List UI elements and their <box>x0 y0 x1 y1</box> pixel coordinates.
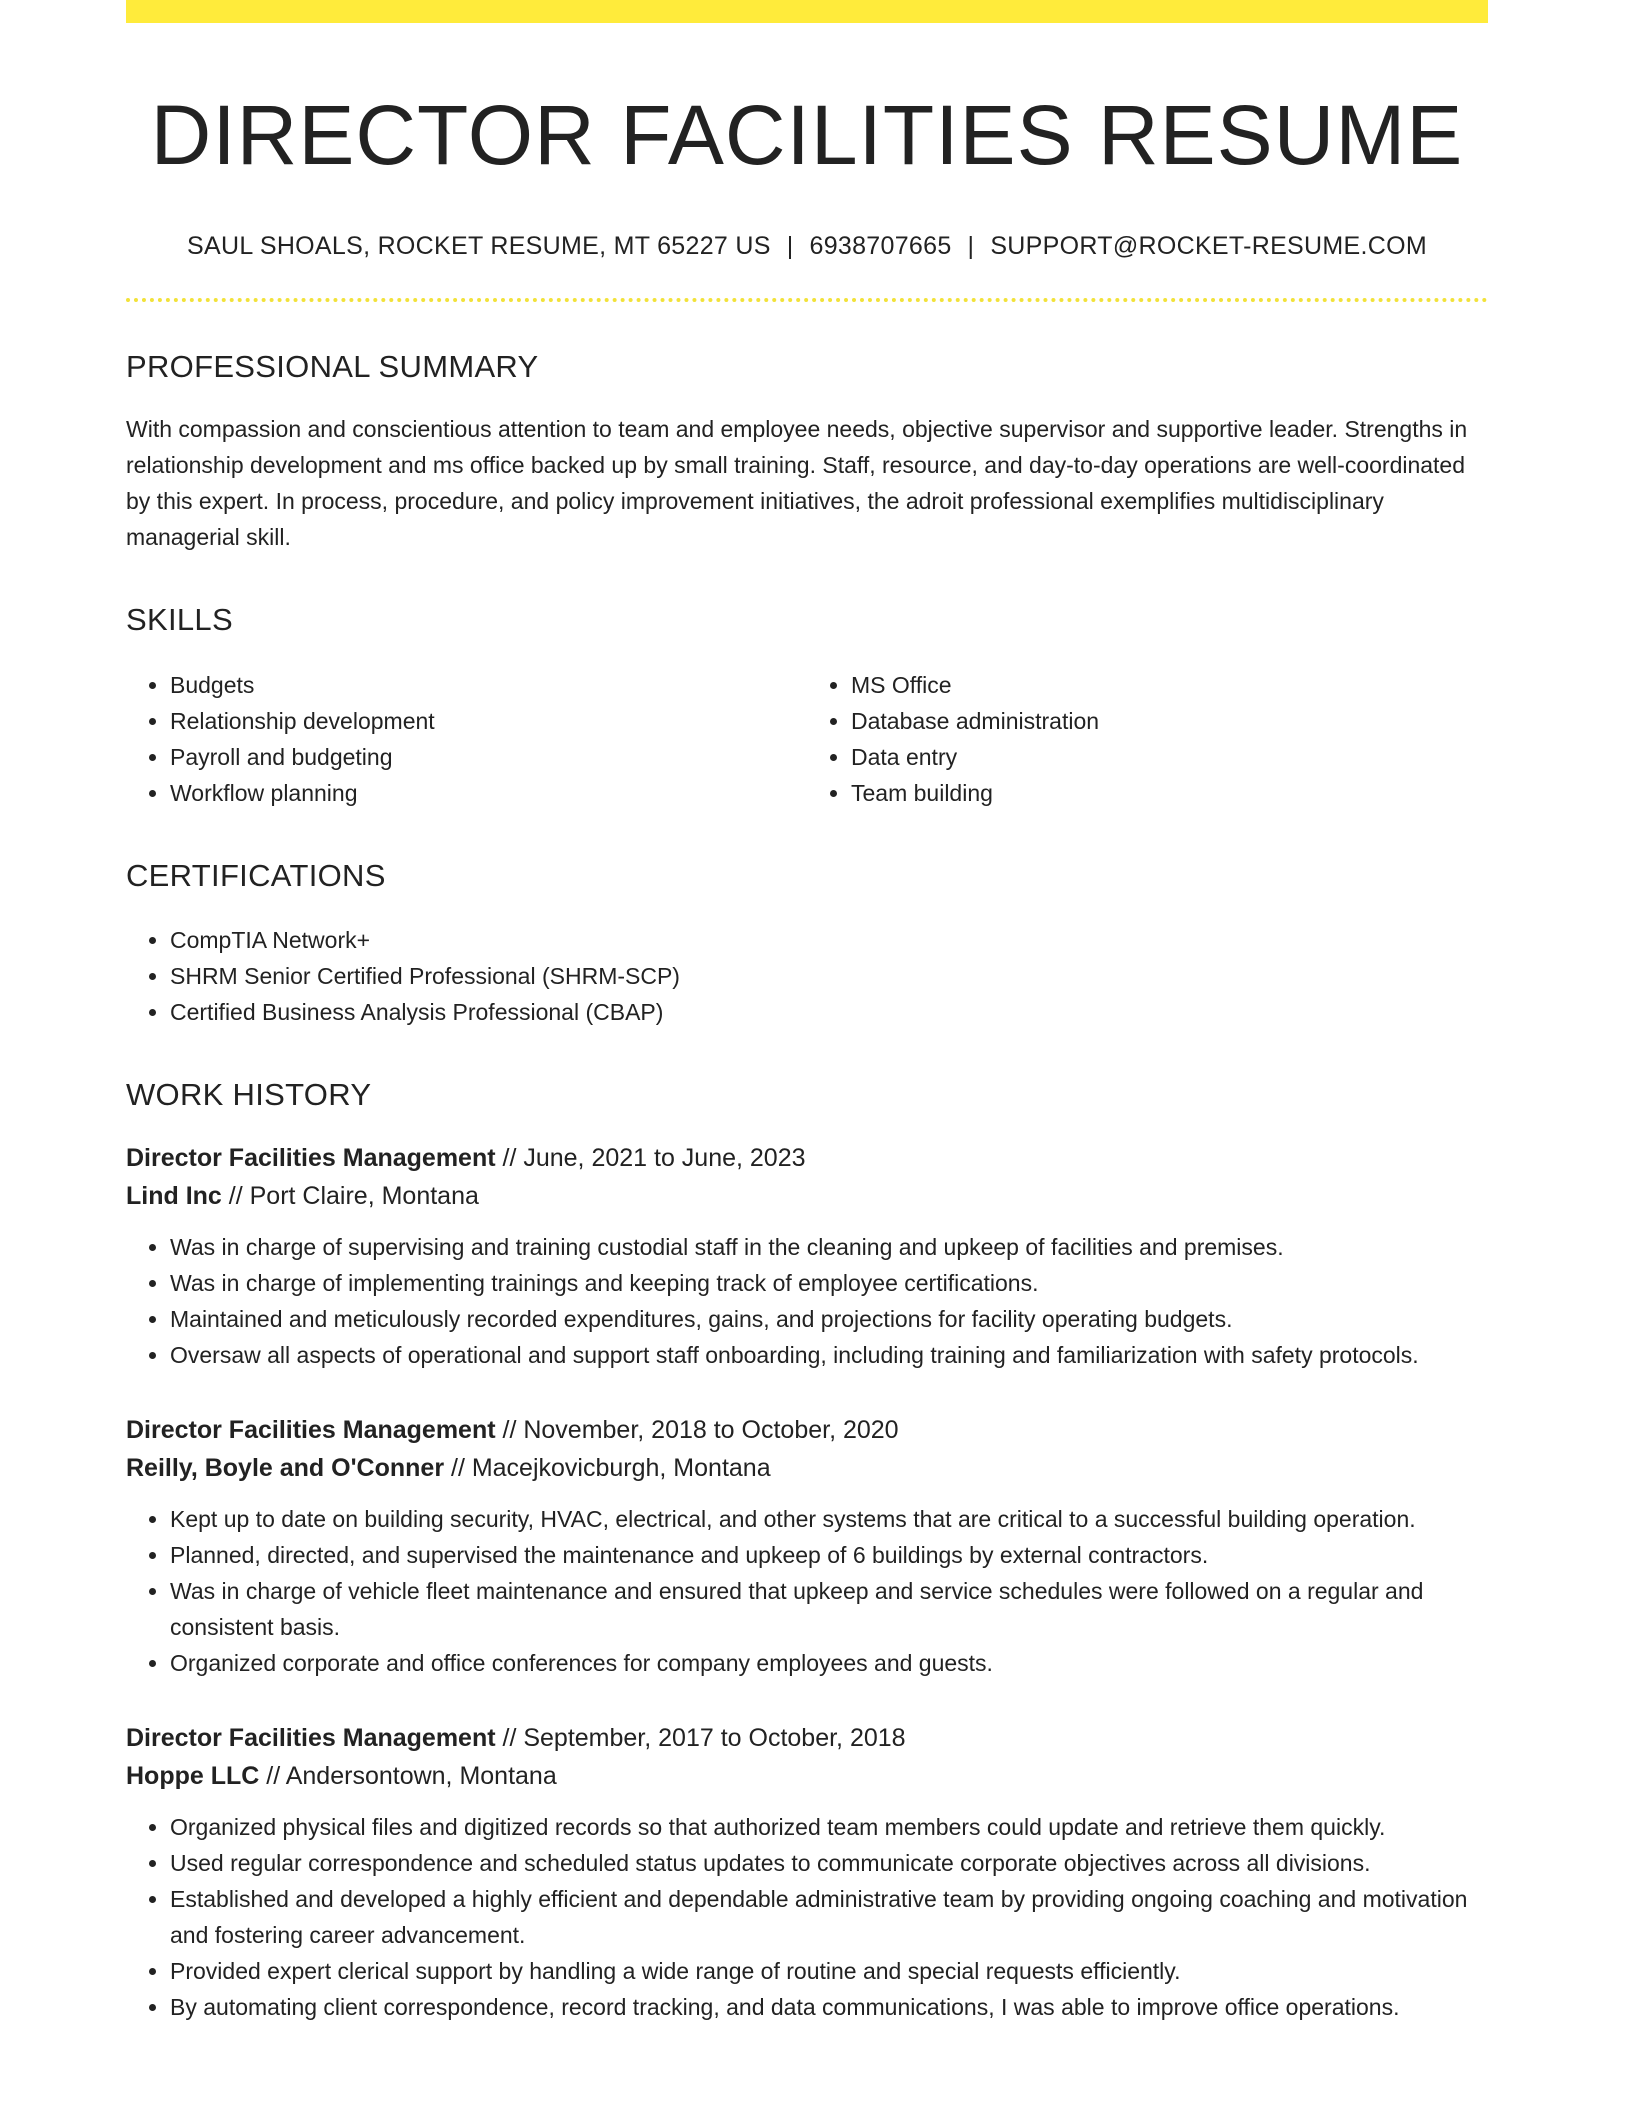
contact-line <box>126 230 1488 263</box>
job-bullet: • Used regular correspondence and scheduled status updates to communicate corporate objectives across all divisions. <box>170 1845 1488 1881</box>
skill-item: • Team building <box>851 775 1488 811</box>
job-bullets <box>126 1809 1488 2025</box>
contact-address: SAUL SHOALS, ROCKET RESUME, MT 65227 US <box>187 231 771 260</box>
job-bullet: • Was in charge of vehicle fleet maintenance and ensured that upkeep and service schedules were followed on a regular and consistent basis. <box>170 1573 1488 1645</box>
job-bullets <box>126 1229 1488 1373</box>
job-bullet: • Provided expert clerical support by handling a wide range of routine and special requests efficiently. <box>170 1953 1488 1989</box>
skills-columns <box>126 639 1488 811</box>
job-company-line <box>126 1177 1488 1215</box>
skills-list-left <box>126 667 807 811</box>
job-bullet: • Organized physical files and digitized records so that authorized team members could update and retrieve them quickly. <box>170 1809 1488 1845</box>
contact-email: SUPPORT@ROCKET-RESUME.COM <box>990 231 1427 260</box>
job-company: Lind Inc <box>126 1182 222 1211</box>
contact-phone: 6938707665 <box>809 231 952 260</box>
job-bullet: • Was in charge of supervising and training custodial staff in the cleaning and upkeep of facilities and premises. <box>170 1229 1488 1265</box>
summary-heading: PROFESSIONAL SUMMARY <box>126 349 539 385</box>
job-title-line <box>126 1139 1488 1177</box>
job-bullets <box>126 1501 1488 1681</box>
job-bullet: • Established and developed a highly efficient and dependable administrative team by providing ongoing coaching and motivation and fostering career advancement. <box>170 1881 1488 1953</box>
job-title-line <box>126 1719 1488 1757</box>
certification-item: • Certified Business Analysis Professional (CBAP) <box>170 994 1488 1030</box>
accent-top-bar <box>126 0 1488 23</box>
dotted-divider <box>126 298 1488 302</box>
job-location: // Port Claire, Montana <box>221 1182 479 1211</box>
job-title: Director Facilities Management <box>126 1144 496 1173</box>
job-company-line <box>126 1757 1488 1795</box>
job-company-line <box>126 1449 1488 1487</box>
skill-item: • Database administration <box>851 703 1488 739</box>
certifications-heading: CERTIFICATIONS <box>126 857 386 893</box>
job-bullet: • Maintained and meticulously recorded expenditures, gains, and projections for facility operating budgets. <box>170 1301 1488 1337</box>
job-entry <box>126 1719 1488 2025</box>
page-title: DIRECTOR FACILITIES RESUME <box>150 88 1464 182</box>
job-dates: // September, 2017 to October, 2018 <box>495 1724 906 1753</box>
job-dates: // November, 2018 to October, 2020 <box>495 1416 899 1445</box>
job-bullet: • Kept up to date on building security, HVAC, electrical, and other systems that are critical to a successful building operation. <box>170 1501 1488 1537</box>
certification-item: • SHRM Senior Certified Professional (SHRM-SCP) <box>170 958 1488 994</box>
job-company: Reilly, Boyle and O'Conner <box>126 1454 445 1483</box>
contact-separator: | <box>967 231 975 260</box>
work-history-heading: WORK HISTORY <box>126 1076 372 1112</box>
job-title-line <box>126 1411 1488 1449</box>
skill-item: • Workflow planning <box>170 775 807 811</box>
job-location: // Andersontown, Montana <box>259 1762 557 1791</box>
job-bullet: • By automating client correspondence, record tracking, and data communications, I was able to improve office operations. <box>170 1989 1488 2025</box>
skill-item: • Relationship development <box>170 703 807 739</box>
summary-text: With compassion and conscientious attention to team and employee needs, objective supervisor and supportive leader. Strengths in relationship development and ms office backed up by small training. Staff, resource, and day-to-day operations are well-coordinated by this expert. In process, procedure, and policy improvement initiatives, the adroit professional exemplifies multidisciplinary managerial skill. <box>126 416 1468 551</box>
job-entry <box>126 1411 1488 1681</box>
job-bullet: • Was in charge of implementing trainings and keeping track of employee certifications. <box>170 1265 1488 1301</box>
job-bullet: • Planned, directed, and supervised the maintenance and upkeep of 6 buildings by external contractors. <box>170 1537 1488 1573</box>
certifications-list <box>126 922 1488 1030</box>
job-bullet: • Organized corporate and office conferences for company employees and guests. <box>170 1645 1488 1681</box>
skills-list-right <box>807 667 1488 811</box>
job-bullet: • Oversaw all aspects of operational and support staff onboarding, including training and familiarization with safety protocols. <box>170 1337 1488 1373</box>
skill-item: • Payroll and budgeting <box>170 739 807 775</box>
skill-item: • Budgets <box>170 667 807 703</box>
skill-item: • MS Office <box>851 667 1488 703</box>
certification-item: • CompTIA Network+ <box>170 922 1488 958</box>
job-title: Director Facilities Management <box>126 1416 496 1445</box>
contact-separator: | <box>786 231 794 260</box>
job-title: Director Facilities Management <box>126 1724 496 1753</box>
job-entry <box>126 1139 1488 1373</box>
job-location: // Macejkovicburgh, Montana <box>444 1454 771 1483</box>
job-company: Hoppe LLC <box>126 1762 260 1791</box>
job-dates: // June, 2021 to June, 2023 <box>495 1144 806 1173</box>
skills-heading: SKILLS <box>126 602 233 638</box>
skill-item: • Data entry <box>851 739 1488 775</box>
resume-page <box>126 0 1488 2025</box>
